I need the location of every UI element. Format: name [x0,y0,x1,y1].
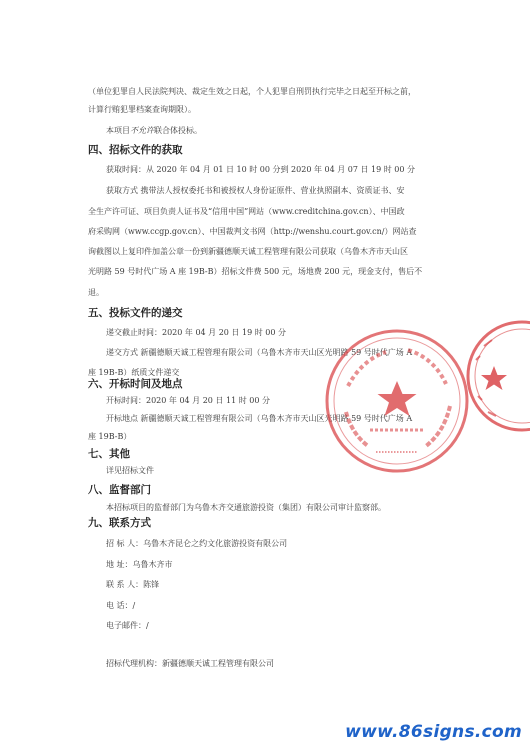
section-7-title: 七、其他 [88,448,130,460]
edge-seal [462,316,530,440]
company-seal-star-icon [378,381,417,416]
intro-line-2: 计算行贿犯罪档案查询期限）。 [88,105,196,114]
site-watermark: www.86signs.com [345,722,522,742]
s5-method-line-1: 递交方式 新疆德顺天诚工程管理有限公司（乌鲁木齐市天山区光明路 59 号时代广场 A [106,348,413,357]
s9-address: 地 址：乌鲁木齐市 [106,560,173,569]
s4-method-line-6: 退。 [88,288,104,297]
edge-seal-star-icon [481,366,507,390]
section-5-title: 五、投标文件的递交 [88,307,183,319]
consortium-suffix: 联合体投标。 [154,126,202,135]
s4-method-line-3: 府采购网（www.ccgp.gov.cn）、中国裁判文书网（http://wenshu.court.gov.cn/）网站查 [88,227,417,236]
consortium-note [106,125,202,137]
s9-contact: 联 系 人：陈锋 [106,580,160,589]
section-9-title: 九、联系方式 [88,517,151,529]
s4-method-line-5: 光明路 59 号时代广场 A 座 19B-B）招标文件费 500 元，场地费 200 元，现金支付，售后不 [88,267,423,276]
section-6-title: 六、开标时间及地点 [88,378,183,390]
s6-place-line-1: 开标地点 新疆德顺天诚工程管理有限公司（乌鲁木齐市天山区光明路 59 号时代广场 A [106,414,413,423]
consortium-prefix: 本项目 [106,126,130,135]
s9-phone: 电 话：/ [106,601,136,610]
section-8-title: 八、监督部门 [88,484,151,496]
section-4-title: 四、招标文件的获取 [88,144,183,156]
s4-time: 获取时间：从 2020 年 04 月 01 日 10 时 00 分到 2020 年 04 月 07 日 19 时 00 分 [106,165,416,174]
s6-place-line-2: 座 19B-B） [88,432,132,441]
s8-text: 本招标项目的监督部门为乌鲁木齐交通旅游投资（集团）有限公司审计监察部。 [106,503,386,512]
s9-tenderer: 招 标 人：乌鲁木齐昆仑之约文化旅游投资有限公司 [106,539,288,548]
s5-method-line-2: 座 19B-B）纸质文件递交 [88,368,180,377]
s4-method-line-1: 获取方式 携带法人授权委托书和被授权人身份证原件、营业执照副本、资质证书、安 [106,186,405,195]
s7-text: 详见招标文件 [106,466,154,475]
s9-email: 电子邮件：/ [106,621,149,630]
s5-deadline: 递交截止时间：2020 年 04 月 20 日 19 时 00 分 [106,328,286,337]
s4-method-line-4: 询截图以上复印件加盖公章一份到新疆德顺天诚工程管理有限公司获取（乌鲁木齐市天山区 [88,247,408,256]
intro-line-1: （单位犯罪自人民法院判决、裁定生效之日起，个人犯罪自刑罚执行完毕之日起至开标之前， [88,87,416,96]
s4-method-line-2: 全生产许可证、项目负责人证书及“信用中国”网站（www.creditchina.gov.cn）、中国政 [88,207,405,216]
company-seal [322,326,472,480]
consortium-italic: 不允许 [130,126,154,135]
agent-line: 招标代理机构：新疆德顺天诚工程管理有限公司 [106,659,274,668]
s6-time: 开标时间：2020 年 04 月 20 日 11 时 00 分 [106,396,270,405]
